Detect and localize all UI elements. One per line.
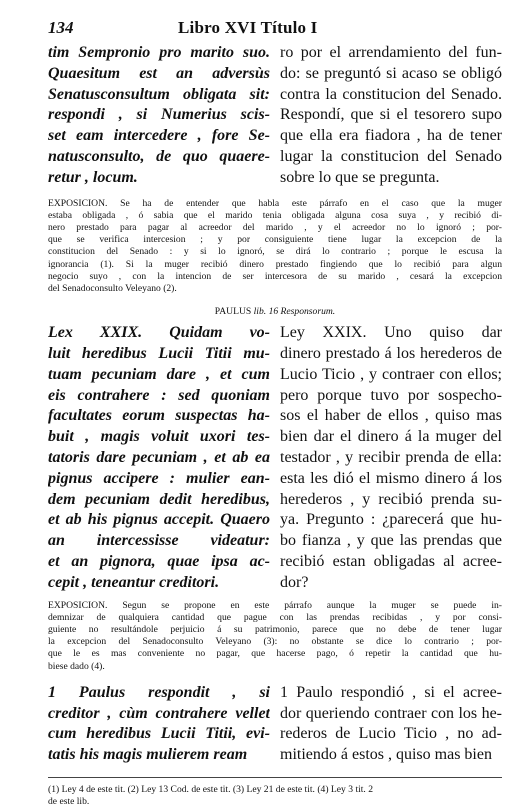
footnotes: [48, 784, 502, 808]
exposicion-2: [48, 600, 502, 673]
text-line: sos el haber de ellos , quiso mas: [280, 407, 502, 425]
text-line: (1) Ley 4 de este tit. (2) Ley 13 Cod. de este tit. (3) Ley 21 de este tit. (4) Ley 3 tit. 2: [48, 783, 374, 795]
text-line: negocio suyo , con la intencion de ser intercesora de su marido , cesará la excepcion: [48, 270, 502, 282]
text-line: Lucio Ticio , y contraer con ellos;: [280, 365, 502, 383]
text-line: dor queriendo contraer con los he-: [280, 704, 502, 722]
text-line: Quaesitum est an adversùs: [48, 64, 270, 82]
text-line: respondi , si Numerius scis-: [48, 106, 270, 124]
text-line: EXPOSICION. Segun se propone en este párrafo aunque la muger se puede in-: [48, 599, 502, 611]
text-line: rederos de Lucio Ticio , no ad-: [280, 725, 502, 743]
text-line: esta les dió el mismo dinero á los: [280, 469, 502, 487]
text-line: cum heredibus Lucii Titii, evi-: [48, 725, 270, 743]
text-line: pero porque tuvo por sospecho-: [280, 386, 502, 404]
text-line: buit , magis voluit uxori tes-: [48, 428, 270, 446]
text-line: cepit , teneantur creditori.: [48, 573, 220, 591]
text-line: del Senadoconsulto Veleyano (2).: [48, 283, 177, 294]
text-line: dem pecuniam dedit heredibus,: [48, 490, 270, 508]
page-header: [48, 16, 502, 42]
text-line: constitucion del Senado : y si lo ignoró, se dirá lo contrario ; porque le escusa la: [48, 246, 502, 258]
running-title: Libro XVI Título I: [178, 18, 318, 37]
text-line: Respondí, que si el tesorero supo: [280, 106, 502, 124]
text-line: que se verifica intercesion ; y por consiguiente tiene lugar la excepcion de la: [48, 234, 502, 246]
source-reference: lib. 16 Responsorum.: [253, 306, 336, 318]
text-line: lugar la constitucion del Senado: [280, 147, 502, 165]
text-line: luit heredibus Lucii Titii mu-: [48, 345, 270, 362]
text-line: demnizar de qualquiera cantidad que pague con las prendas recibidas , y por consi-: [48, 611, 502, 623]
text-line: tim Sempronio pro marito suo.: [48, 44, 270, 61]
text-line: tuam pecuniam dare , et cum: [48, 365, 270, 383]
text-line: do: se preguntó si acaso se obligó: [280, 64, 502, 82]
text-line: dinero prestado á los herederos de: [280, 345, 502, 362]
text-line: 1 Paulus respondit , si: [48, 683, 270, 701]
text-line: an intercessisse videatur:: [48, 532, 270, 550]
paragraph-1-latin: [48, 683, 270, 766]
text-line: et ab his pignus accepit. Quaero: [48, 511, 270, 529]
text-line: eis contrahere : sed quoniam: [48, 386, 270, 404]
text-line: Lex XXIX. Quidam vo-: [48, 324, 270, 342]
page-number: 134: [48, 18, 74, 37]
latin-column: [48, 43, 270, 189]
text-line: Senatusconsultum obligata sit:: [48, 85, 270, 103]
text-line: estaba obligada , ó sabia que el marido tenia obligada alguna cosa suya , y recibió di-: [48, 209, 502, 221]
text-line: tatoris dare pecuniam , et ab ea: [48, 448, 270, 466]
text-line: facultates eorum suspectas ha-: [48, 407, 270, 425]
text-line: testador , y recibir prenda de ella:: [280, 448, 502, 466]
text-line: ro por el arrendamiento del fun-: [280, 44, 502, 61]
text-line: guiente no resultándole perjuicio á su patrimonio, parece que no debe de tener lugar: [48, 623, 502, 635]
text-line: set eam intercedere , fore Se-: [48, 127, 270, 145]
exposicion-1: [48, 198, 502, 296]
text-line: ya. Pregunto : ¿parecerá que hu-: [280, 511, 502, 529]
text-line: retur , locum.: [48, 168, 138, 186]
text-line: Ley XXIX. Uno quiso dar: [280, 324, 502, 342]
text-line: dor?: [280, 573, 309, 591]
text-line: ignorancia (1). Si la muger recibió dinero prestado fingiendo que lo recibió para algun: [48, 258, 502, 270]
section-2: [48, 323, 502, 593]
text-line: pignus accipere : mulier ean-: [48, 469, 270, 487]
text-line: 1 Paulo respondió , si el acree-: [280, 683, 502, 701]
text-line: natusconsulto, de quo quaere-: [48, 147, 270, 165]
text-line: de este lib.: [48, 795, 90, 807]
section-3: [48, 683, 502, 766]
text-line: et an pignora, quae ipsa ac-: [48, 552, 270, 570]
spanish-column: [280, 43, 502, 189]
text-line: que ella era fiadora , ha de tener: [280, 127, 502, 145]
text-line: creditor , cùm contrahere vellet: [48, 704, 270, 722]
source-author: PAULUS: [214, 306, 252, 318]
text-line: EXPOSICION. Se ha de entender que habla este párrafo en el caso que la muger: [48, 197, 502, 209]
text-line: recibió estan obligadas al acree-: [280, 552, 502, 570]
text-line: bo fianza , y que las prendas que: [280, 532, 502, 550]
text-line: bien dar el dinero á la muger del: [280, 428, 502, 446]
text-line: nero prestado para pagar al acreedor del marido , y el acreedor no lo ignoró ; por-: [48, 221, 502, 233]
text-line: la excepcion del Senadoconsulto Veleyano (3): no obstante se dice lo contrario ; por-: [48, 636, 502, 648]
section-1: [48, 43, 502, 189]
text-line: que le es mas conveniente no pagar, que hacerse pago, ó repetir la cantidad que hu-: [48, 648, 502, 660]
paragraph-1-spanish: [280, 683, 502, 766]
footnote-rule: [48, 777, 502, 778]
lex-xxix-latin: [48, 323, 270, 593]
text-line: mitiendo á estos , quiso mas bien: [280, 746, 492, 764]
text-line: herederos , y recibió prenda su-: [280, 490, 502, 508]
source-citation: [48, 306, 502, 317]
text-line: biese dado (4).: [48, 660, 105, 672]
text-line: tatis his magis mulierem ream: [48, 746, 248, 764]
text-line: sobre lo que se pregunta.: [280, 168, 440, 186]
ley-xxix-spanish: [280, 323, 502, 593]
text-line: contra la constitucion del Senado.: [280, 85, 502, 103]
